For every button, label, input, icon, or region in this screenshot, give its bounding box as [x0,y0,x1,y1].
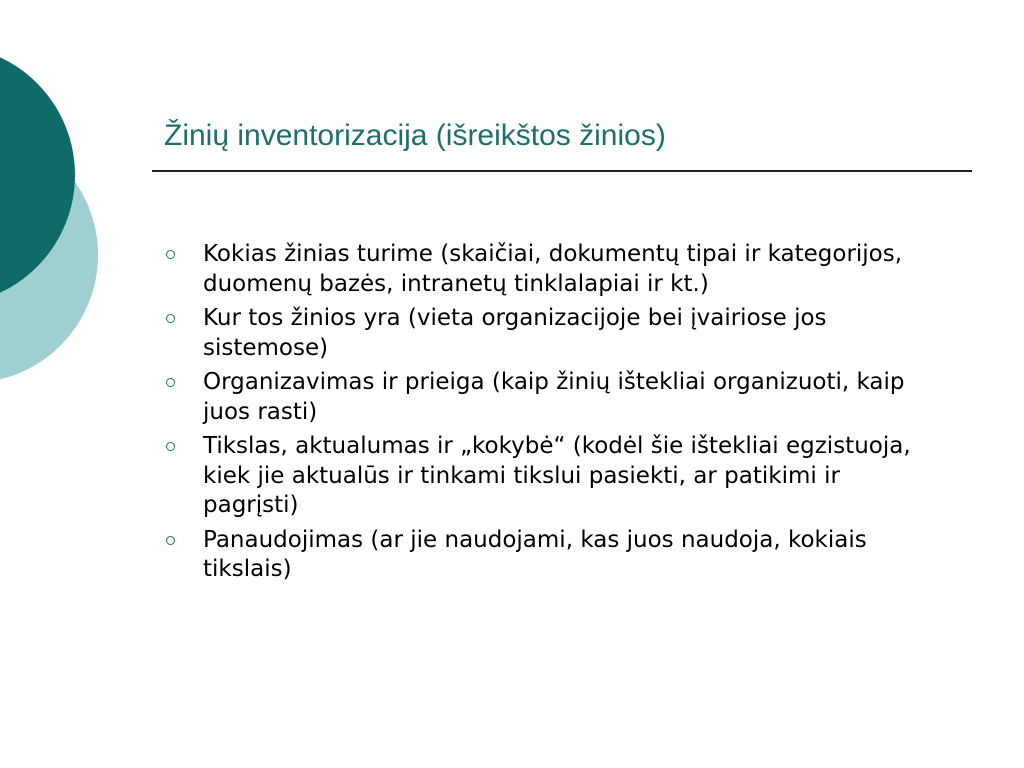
bullet-text: Tikslas, aktualumas ir „kokybė“ (kodėl šie ištekliai egzistuoja, kiek jie aktualūs ir tinkami tikslui pasiekti, ar patikimi ir pagrįsti) [203,433,911,518]
slide-title: Žinių inventorizacija (išreikštos žinios) [164,119,666,152]
list-item [160,240,920,299]
circle-bullet-icon [166,378,175,387]
circle-bullet-icon [166,536,175,545]
list-item [160,526,920,585]
list-item [160,368,920,427]
circle-bullet-icon [166,250,175,259]
circle-bullet-icon [166,442,175,451]
bullet-text: Organizavimas ir prieiga (kaip žinių ištekliai organizuoti, kaip juos rasti) [203,369,905,425]
bullet-text: Panaudojimas (ar jie naudojami, kas juos naudoja, kokiais tikslais) [203,526,867,582]
circle-bullet-icon [166,314,175,323]
bullet-text: Kokias žinias turime (skaičiai, dokumentų tipai ir kategorijos, duomenų bazės, intranetų tinklalapiai ir kt.) [203,241,903,297]
title-divider [152,170,972,172]
list-item [160,432,920,521]
bullet-list [160,240,920,590]
decorative-circles [0,0,120,420]
list-item [160,304,920,363]
bullet-text: Kur tos žinios yra (vieta organizacijoje bei įvairiose jos sistemose) [203,305,827,361]
